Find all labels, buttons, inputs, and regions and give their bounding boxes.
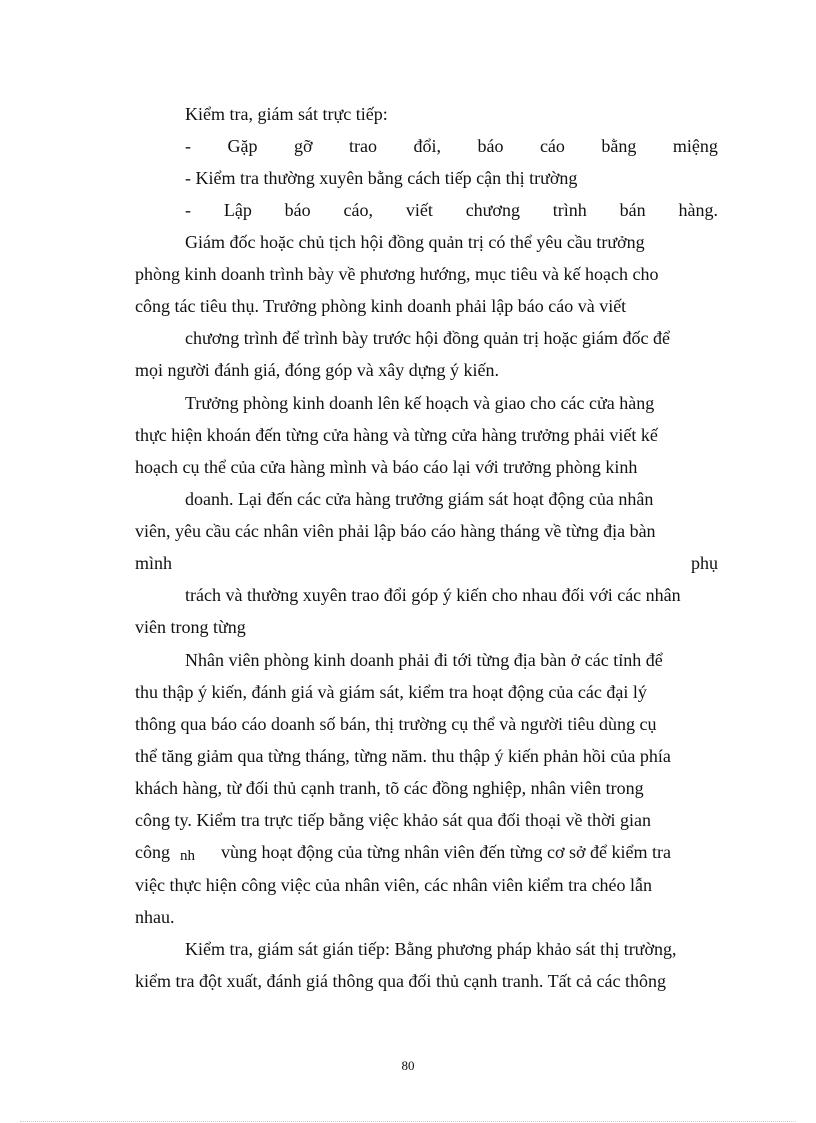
- document-page: Kiểm tra, giám sát trực tiếp: - Gặp gỡ trao đổi, báo cáo bằng miệng - Kiểm tra thường xuyên bằng cách tiếp cận thị trường - Lập báo cáo, viết chương trình bán hàng. Giám đốc hoặc chủ tịch hội đồng quản trị có thể yêu cầu trưởng phòng kinh doanh trình bày về phương hướng, mục tiêu và kế hoạch cho công tác tiêu thụ. Trưởng phòng kinh doanh phải lập báo cáo và viết chương trình để trình bày trước hội đồng quản trị hoặc giám đốc để mọi người đánh giá, đóng góp và xây dựng ý kiến. Trưởng phòng kinh doanh lên kế hoạch và giao cho các cửa hàng thực hiện khoán đến từng cửa hàng và từng cửa hàng trưởng phải viết kế hoạch cụ thể của cửa hàng mình và báo cáo lại với trưởng phòng kinh doanh. Lại đến các cửa hàng trưởng giám sát hoạt động của nhân viên, yêu cầu các nhân viên phải lập báo cáo hàng tháng về từng địa bàn mình phụ trách và thường xuyên trao đổi góp ý kiến cho nhau đối với các nhân viên trong từng Nhân viên phòng kinh doanh phải đi tới từng địa bàn ở các tỉnh để thu thập ý kiến, đánh giá và giám sát, kiểm tra hoạt động của các đại lý thông qua báo cáo doanh số bán, thị trường cụ thể và người tiêu dùng cụ thể tăng giảm qua từng tháng, từng năm. thu thập ý kiến phản hồi của phía khách hàng, từ đối thủ cạnh tranh, tõ các đồng nghiệp, nhân viên trong công ty. Kiểm tra trực tiếp bằng việc khảo sát qua đối thoại về thời gian công nh vùng hoạt động của từng nhân viên đến từng cơ sở để kiểm tra việc thực hiện công việc của nhân viên, các nhân viên kiểm tra chéo lẫn nhau. Kiểm tra, giám sát gián tiếp: Bằng phương pháp khảo sát thị trường, kiểm tra đột xuất, đánh giá thông qua đối thủ cạnh tranh. Tất cả các thông 80: [0, 0, 816, 1123]
- page-bottom-divider: [20, 1121, 796, 1122]
- page-number: 80: [401, 1058, 415, 1073]
